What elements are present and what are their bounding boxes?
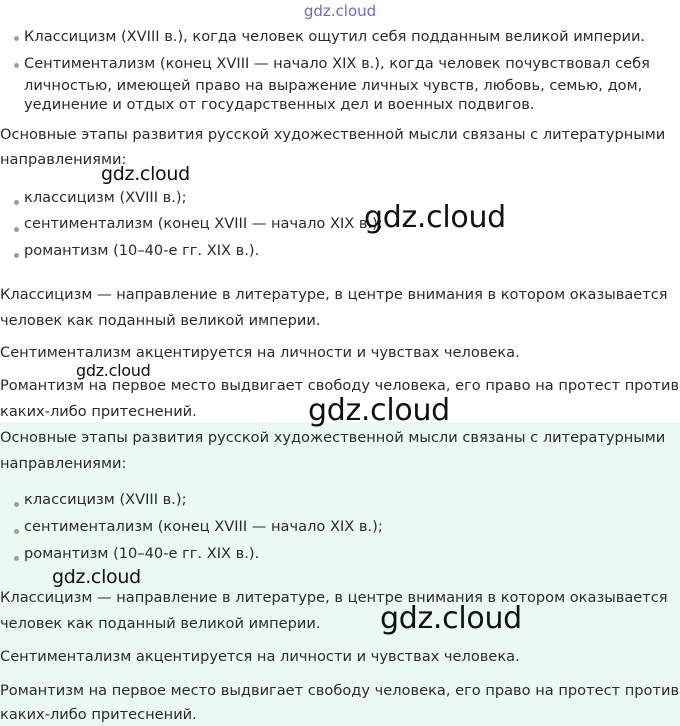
bullet-icon — [14, 502, 19, 507]
block2-paragraph-1-line-1: Классицизм — направление в литературе, в центре внимания в котором оказывается — [0, 589, 668, 606]
watermark: gdz.cloud — [101, 163, 190, 185]
bullet-icon — [14, 63, 19, 68]
block2-intro-line-2: направлениями: — [0, 455, 127, 472]
watermark: gdz.cloud — [380, 601, 522, 636]
block1-paragraph-1-line-2: человек как поданный великой империи. — [0, 312, 321, 329]
block2-paragraph-1-line-2: человек как поданный великой империи. — [0, 615, 321, 632]
bullet-icon — [14, 253, 19, 258]
top-list-item-2-line-3: уединение и отдых от государственных дел и военных подвигов. — [24, 96, 535, 113]
watermark-top: gdz.cloud — [303, 2, 377, 20]
watermark: gdz.cloud — [308, 393, 450, 428]
block2-paragraph-3-line-2: каких-либо притеснений. — [0, 706, 197, 723]
bullet-icon — [14, 556, 19, 561]
block1-paragraph-3-line-2: каких-либо притеснений. — [0, 403, 197, 420]
top-list-item-1: Классицизм (XVIII в.), когда человек ощутил себя подданным великой империи. — [24, 28, 646, 45]
block2-list-item-3: романтизм (10–40-е гг. XIX в.). — [24, 545, 260, 562]
block1-list-item-1: классицизм (XVIII в.); — [24, 189, 187, 206]
block2-paragraph-2: Сентиментализм акцентируется на личности и чувствах человека. — [0, 648, 520, 665]
block2-list-item-2: сентиментализм (конец XVIII — начало XIX в.); — [24, 518, 383, 535]
watermark: gdz.cloud — [52, 566, 141, 588]
top-list-item-2-line-1: Сентиментализм (конец XVIII — начало XIX в.), когда человек почувствовал себя — [24, 55, 650, 72]
block1-list-item-2: сентиментализм (конец XVIII — начало XIX в.); — [24, 215, 383, 232]
bullet-icon — [14, 200, 19, 205]
block1-paragraph-2: Сентиментализм акцентируется на личности и чувствах человека. — [0, 344, 520, 361]
block2-paragraph-3-line-1: Романтизм на первое место выдвигает свободу человека, его право на протест против — [0, 682, 680, 699]
watermark: gdz.cloud — [364, 200, 506, 235]
block1-list-item-3: романтизм (10–40-е гг. XIX в.). — [24, 242, 260, 259]
block1-paragraph-3-line-1: Романтизм на первое место выдвигает свободу человека, его право на протест против — [0, 377, 680, 394]
bullet-icon — [14, 227, 19, 232]
watermark: gdz.cloud — [76, 361, 151, 380]
bullet-icon — [14, 36, 19, 41]
block1-paragraph-1-line-1: Классицизм — направление в литературе, в центре внимания в котором оказывается — [0, 286, 668, 303]
block1-intro-line-1: Основные этапы развития русской художественной мысли связаны с литературными — [0, 126, 666, 143]
block2-intro-line-1: Основные этапы развития русской художественной мысли связаны с литературными — [0, 429, 666, 446]
bullet-icon — [14, 529, 19, 534]
block1-intro-line-2: направлениями: — [0, 151, 127, 168]
top-list-item-2-line-2: личностью, имеющей право на выражение личных чувств, любовь, семью, дом, — [24, 77, 643, 94]
block2-list-item-1: классицизм (XVIII в.); — [24, 491, 187, 508]
